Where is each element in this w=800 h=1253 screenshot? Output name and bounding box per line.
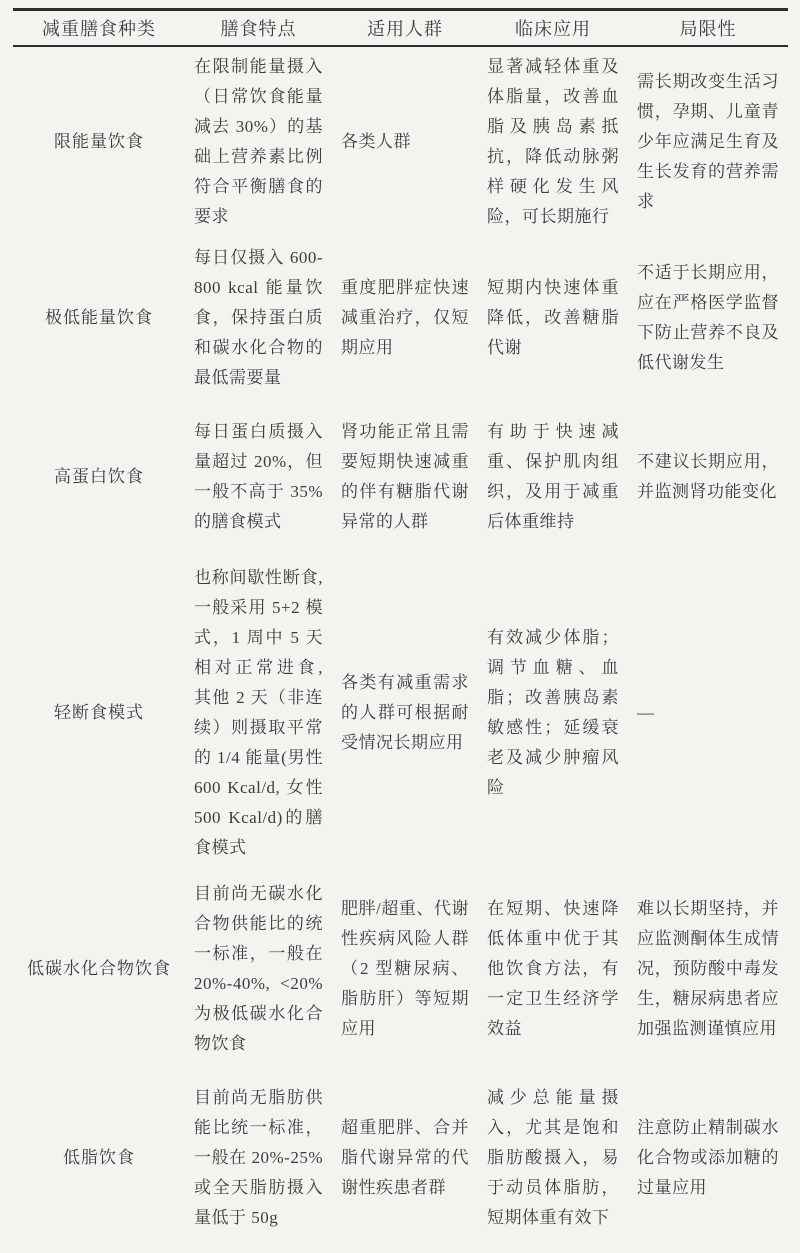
clinical-cell: 在短期、快速降低体重中优于其他饮食方法，有一定卫生经济学效益 [487,899,619,1038]
clinical-cell: 减少总能量摄入，尤其是饱和脂肪酸摄入，易于动员体脂肪，短期体重有效下 [487,1087,619,1227]
population-cell: 重度肥胖症快速减重治疗，仅短期应用 [341,277,469,357]
header-clinical-application: 临床应用 [478,10,628,47]
diet-feature-cell: 目前尚无脂肪供能比统一标准，一般在 20%-25% 或全天脂肪摄入量低于 50g [194,1087,323,1227]
diet-type-cell: 极低能量饮食 [45,307,153,327]
limitation-cell: 需长期改变生活习惯，孕期、儿童青少年应满足生育及生长发育的营养需求 [637,71,779,211]
diet-feature-cell: 每日蛋白质摄入量超过 20%，但一般不高于 35% 的膳食模式 [194,421,323,531]
limitation-cell: 不适于长期应用，应在严格医学监督下防止营养不良及低代谢发生 [637,262,779,372]
limitation-cell: 难以长期坚持，并应监测酮体生成情况，预防酸中毒发生，糖尿病患者应加强监测谨慎应用 [637,899,779,1038]
diet-type-cell: 限能量饮食 [54,131,144,151]
diet-feature-cell: 也称间歇性断食, 一般采用 5+2 模式，1 周中 5 天相对正常进食, 其他 2 天（非连续）则摄取平常的 1/4 能量(男性 600 Kcal/d, 女性 500 Kcal/d)的膳食模式 [194,568,323,857]
diet-type-cell: 低碳水化合物饮食 [27,959,171,978]
clinical-cell: 有助于快速减重、保护肌肉组织，及用于减重后体重维持 [487,421,619,531]
clinical-cell: 短期内快速体重降低，改善糖脂代谢 [487,277,619,357]
diet-feature-cell: 目前尚无碳水化合物供能比的统一标准，一般在 20%-40%, <20% 为极低碳水化合物饮食 [194,884,323,1053]
limitation-cell: — [637,703,655,722]
diet-type-cell: 高蛋白饮食 [54,466,144,486]
table-row [13,236,788,399]
diet-type-cell: 低脂饮食 [63,1147,135,1167]
table-row [13,872,788,1066]
header-limitation: 局限性 [628,10,788,47]
header-diet-type: 减重膳食种类 [13,10,185,47]
weight-loss-diet-table [13,8,788,1249]
clinical-cell: 有效减少体脂；调节血糖、血脂；改善胰岛素敏感性；延缓衰老及减少肿瘤风险 [487,628,619,797]
diet-type-cell: 轻断食模式 [54,703,144,722]
population-cell: 肥胖/超重、代谢性疾病风险人群（2 型糖尿病、脂肪肝）等短期应用 [341,899,469,1038]
diet-feature-cell: 在限制能量摄入（日常饮食能量减去 30%）的基础上营养素比例符合平衡膳食的要求 [194,56,323,226]
table-row [13,399,788,554]
limitation-cell: 不建议长期应用，并监测肾功能变化 [637,451,779,501]
scanned-document-page [0,8,800,1253]
limitation-cell: 注意防止精制碳水化合物或添加糖的过量应用 [637,1117,779,1197]
population-cell: 超重肥胖、合并脂代谢异常的代谢性疾患者群 [341,1117,469,1197]
table-row [13,1066,788,1249]
diet-feature-cell: 每日仅摄入 600-800 kcal 能量饮食，保持蛋白质和碳水化合物的最低需要量 [194,247,323,387]
population-cell: 各类人群 [341,131,411,151]
population-cell: 各类有减重需求的人群可根据耐受情况长期应用 [341,673,469,752]
header-applicable-population: 适用人群 [332,10,478,47]
table-row [13,46,788,236]
header-diet-feature: 膳食特点 [185,10,332,47]
table-header-row [13,10,788,47]
table-row [13,554,788,872]
clinical-cell: 显著减轻体重及体脂量，改善血脂及胰岛素抵抗，降低动脉粥样硬化发生风险，可长期施行 [487,56,619,226]
population-cell: 肾功能正常且需要短期快速减重的伴有糖脂代谢异常的人群 [341,421,469,531]
